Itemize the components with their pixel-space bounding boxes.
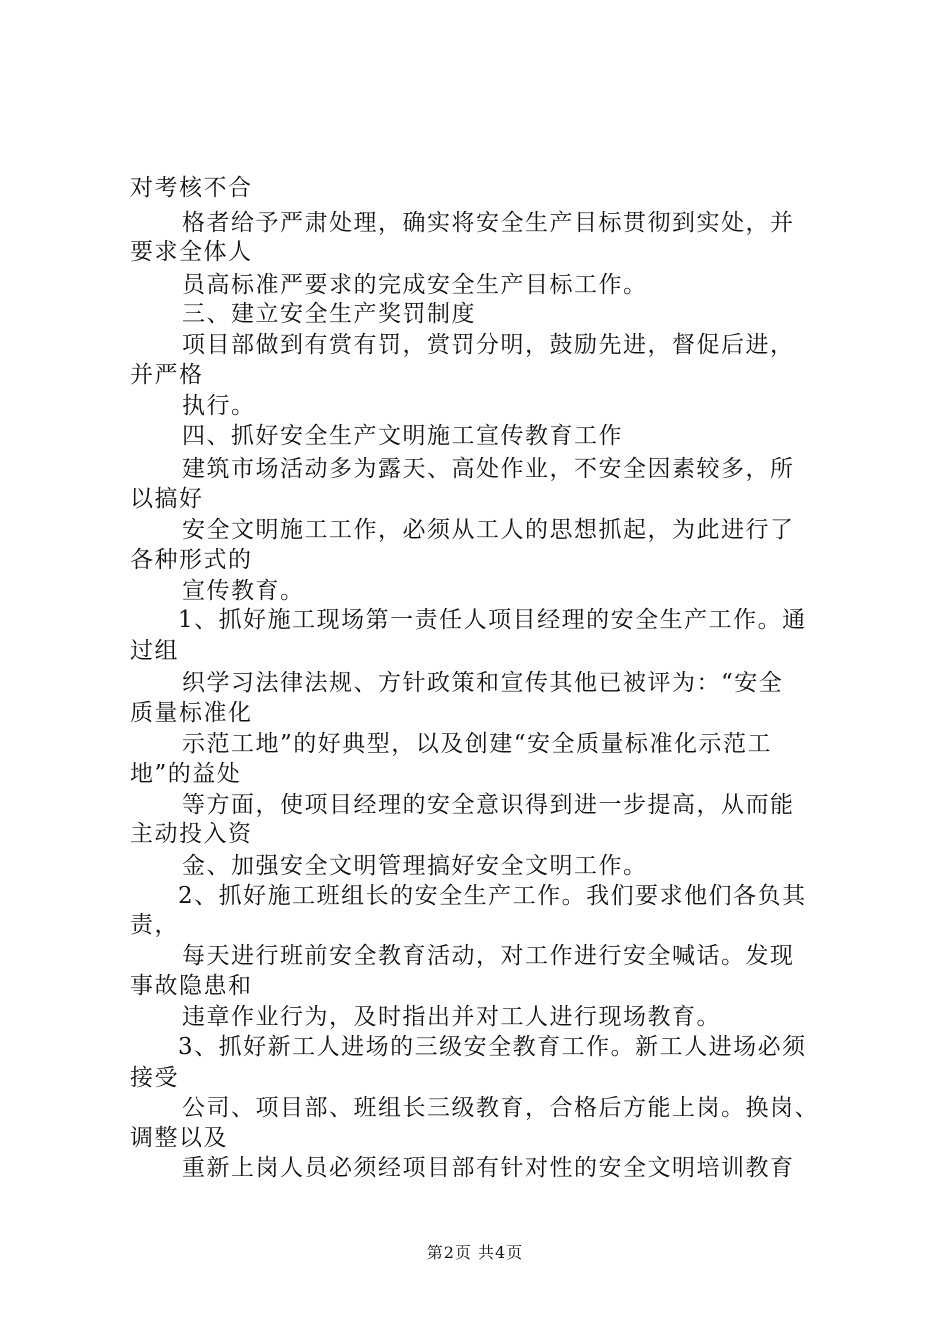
section-heading: 四、抓好安全生产文明施工宣传教育工作 xyxy=(182,423,623,449)
text-line: 地”的益处 xyxy=(130,761,242,787)
text-line: 违章作业行为，及时指出并对工人进行现场教育。 xyxy=(182,1004,721,1030)
text-line: 以搞好 xyxy=(130,486,204,512)
text-line: 3、抓好新工人进场的三级安全教育工作。新工人进场必须 xyxy=(178,1034,807,1060)
text-line: 接受 xyxy=(130,1065,179,1091)
text-line: 项目部做到有赏有罚，赏罚分明，鼓励先进，督促后进， xyxy=(182,332,795,358)
text-line: 建筑市场活动多为露天、高处作业，不安全因素较多，所 xyxy=(182,456,795,482)
text-line: 对考核不合 xyxy=(130,175,253,201)
page-number-footer: 第2页 共4页 xyxy=(426,1243,524,1262)
text-line: 2、抓好施工班组长的安全生产工作。我们要求他们各负其 xyxy=(178,883,807,909)
text-line: 各种形式的 xyxy=(130,547,253,573)
text-line: 宣传教育。 xyxy=(182,578,305,604)
text-line: 1、抓好施工现场第一责任人项目经理的安全生产工作。通 xyxy=(178,607,807,633)
text-line: 事故隐患和 xyxy=(130,973,253,999)
text-line: 织学习法律法规、方针政策和宣传其他已被评为：“安全 xyxy=(182,670,784,696)
text-line: 格者给予严肃处理，确实将安全生产目标贯彻到实处，并 xyxy=(182,210,795,236)
text-line: 执行。 xyxy=(182,393,256,419)
text-line: 公司、项目部、班组长三级教育，合格后方能上岗。换岗、 xyxy=(182,1095,819,1121)
text-line: 主动投入资 xyxy=(130,821,253,847)
text-line: 等方面，使项目经理的安全意识得到进一步提高，从而能 xyxy=(182,792,795,818)
text-line: 示范工地”的好典型，以及创建“安全质量标准化示范工 xyxy=(182,731,773,757)
text-line: 调整以及 xyxy=(130,1125,228,1151)
text-line: 重新上岗人员必须经项目部有针对性的安全文明培训教育 xyxy=(182,1155,795,1181)
text-line: 安全文明施工工作，必须从工人的思想抓起，为此进行了 xyxy=(182,517,795,543)
text-line: 质量标准化 xyxy=(130,700,253,726)
text-line: 员高标准严要求的完成安全生产目标工作。 xyxy=(182,272,648,298)
text-line: 要求全体人 xyxy=(130,239,253,265)
text-line: 每天进行班前安全教育活动，对工作进行安全喊话。发现 xyxy=(182,943,795,969)
text-line: 金、加强安全文明管理搞好安全文明工作。 xyxy=(182,853,648,879)
text-line: 过组 xyxy=(130,638,179,664)
text-line: 并严格 xyxy=(130,362,204,388)
section-heading: 三、建立安全生产奖罚制度 xyxy=(182,301,476,327)
text-line: 责， xyxy=(130,912,179,938)
